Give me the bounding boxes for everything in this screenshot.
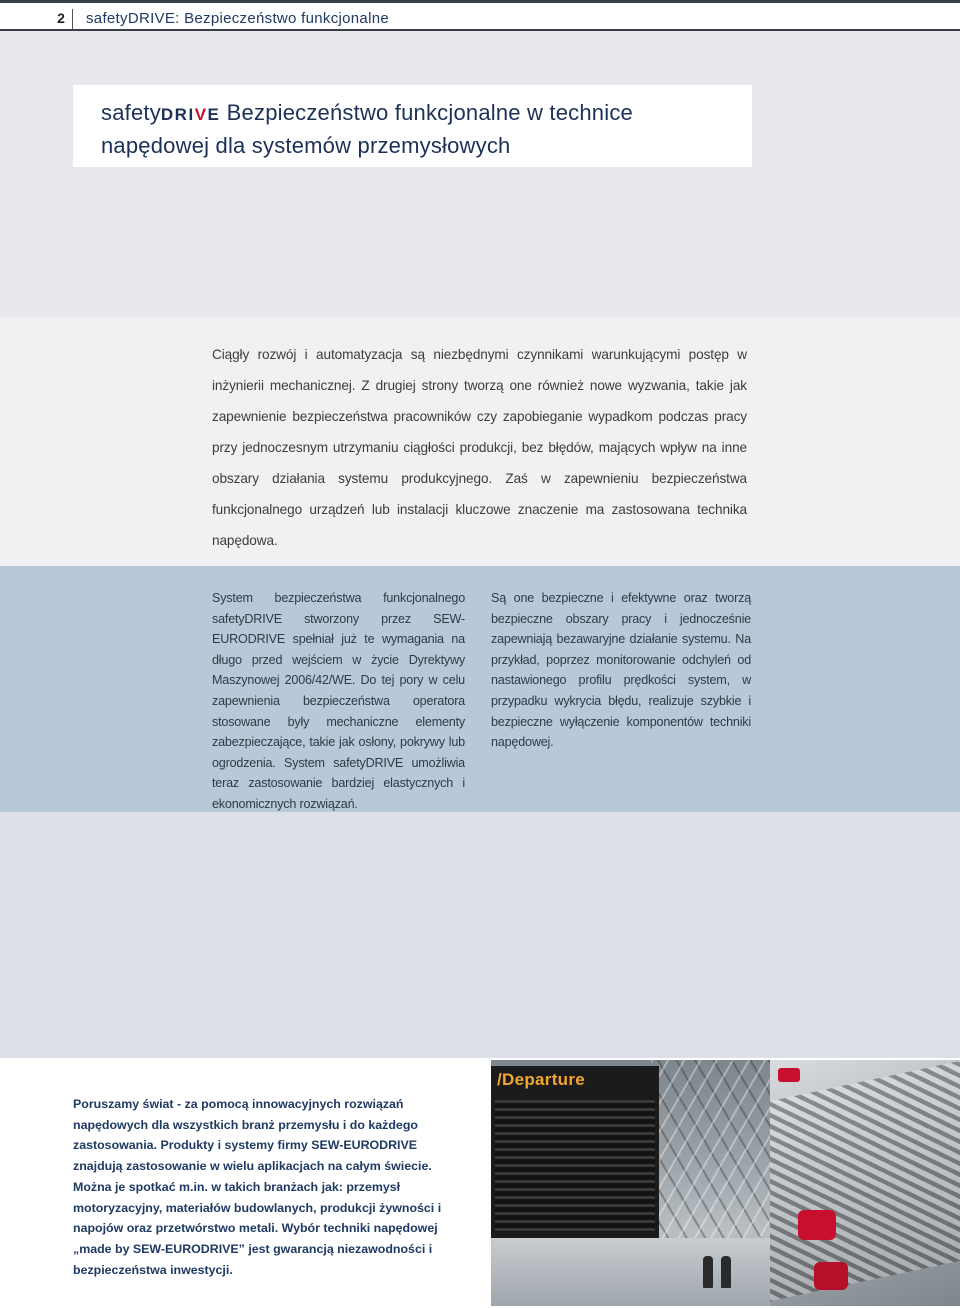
intro-section <box>0 317 960 566</box>
blue-section <box>0 566 960 812</box>
drive-motor-graphic <box>814 1262 848 1290</box>
departure-board-title: /Departure <box>497 1070 586 1089</box>
drive-motor-graphic <box>798 1210 836 1240</box>
page-title <box>101 97 741 161</box>
left-column-paragraph: System bezpieczeństwa funkcjonalnego safetyDRIVE stworzony przez SEW-EURODRIVE spełniał już te wymagania na długo przed wejściem w życie Dyrektywy Maszynowej 2006/42/WE. Do tej pory w celu zapewnienia bezpieczeństwa operatora stosowane były mechaniczne elementy zabezpieczające, takie jak osłony, pokrywy lub ogrodzenia. System safetyDRIVE umożliwia teraz zastosowanie bardziej elastycznych i ekonomicznych rozwiązań. <box>212 591 465 811</box>
lower-grey-section <box>0 812 960 1058</box>
bottling-line-photo <box>770 1060 960 1306</box>
brand-safety-text: safety <box>101 100 161 125</box>
brand-e-text: E <box>207 105 221 124</box>
header-title: safetyDRIVE: Bezpieczeństwo funkcjonalne <box>86 10 389 27</box>
brand-drive-logo <box>161 105 220 124</box>
top-section <box>0 31 960 317</box>
person-figure <box>703 1256 713 1288</box>
title-box <box>73 85 752 167</box>
page-header <box>0 0 960 32</box>
bottle-conveyor-graphic <box>770 1060 960 1306</box>
brand-dri-text: DRI <box>160 105 195 124</box>
person-figure <box>721 1256 731 1288</box>
brand-v-text: V <box>194 105 208 124</box>
drive-motor-graphic <box>778 1068 800 1082</box>
intro-paragraph: Ciągły rozwój i automatyzacja są niezbędnymi czynnikami warunkującymi postęp w inżynierii mechanicznej. Z drugiej strony tworzą one również nowe wyzwania, takie jak zapewnienie bezpieczeństwa pracowników czy zapobieganie wypadkom podczas pracy przy jednoczesnym utrzymaniu ciągłości produkcji, bez błędów, mających wpływ na inne obszary działania systemu produkcyjnego. Zaś w zapewnieniu bezpieczeństwa funkcjonalnego urządzeń lub instalacji kluczowe znaczenie ma zastosowana technika napędowa. <box>212 347 747 548</box>
page-number: 2 <box>50 9 73 29</box>
title-heading: Bezpieczeństwo funkcjonalne w technice napędowej dla systemów przemysłowych <box>101 100 633 158</box>
departure-board <box>491 1066 659 1238</box>
bottom-section <box>0 1058 960 1308</box>
bottom-paragraph: Poruszamy świat - za pomocą innowacyjnych rozwiązań napędowych dla wszystkich branż przemysłu i do każdego zastosowania. Produkty i systemy firmy SEW-EURODRIVE znajdują zastosowanie w wielu aplikacjach na całym świecie. Można je spotkać m.in. w takich branżach jak: przemysł motoryzacyjny, materiałów budowlanych, produkcji żywności i napojów oraz przetwórstwo metali. Wybór techniki napędowej „made by SEW-EURODRIVE” jest gwarancją niezawodności i bezpieczeństwa inwestycji. <box>73 1097 442 1277</box>
departure-board-photo <box>491 1060 770 1306</box>
right-column-paragraph: Są one bezpieczne i efektywne oraz tworzą bezpieczne obszary pracy i jednocześnie zapewniają bezawaryjne działanie systemu. Na przykład, poprzez monitorowanie odchyleń od nastawionego profilu prędkości system, w przypadku wykrycia błędu, realizuje szybkie i bezpieczne wyłączenie komponentów techniki napędowej. <box>491 591 751 750</box>
departure-board-rows <box>495 1100 655 1232</box>
